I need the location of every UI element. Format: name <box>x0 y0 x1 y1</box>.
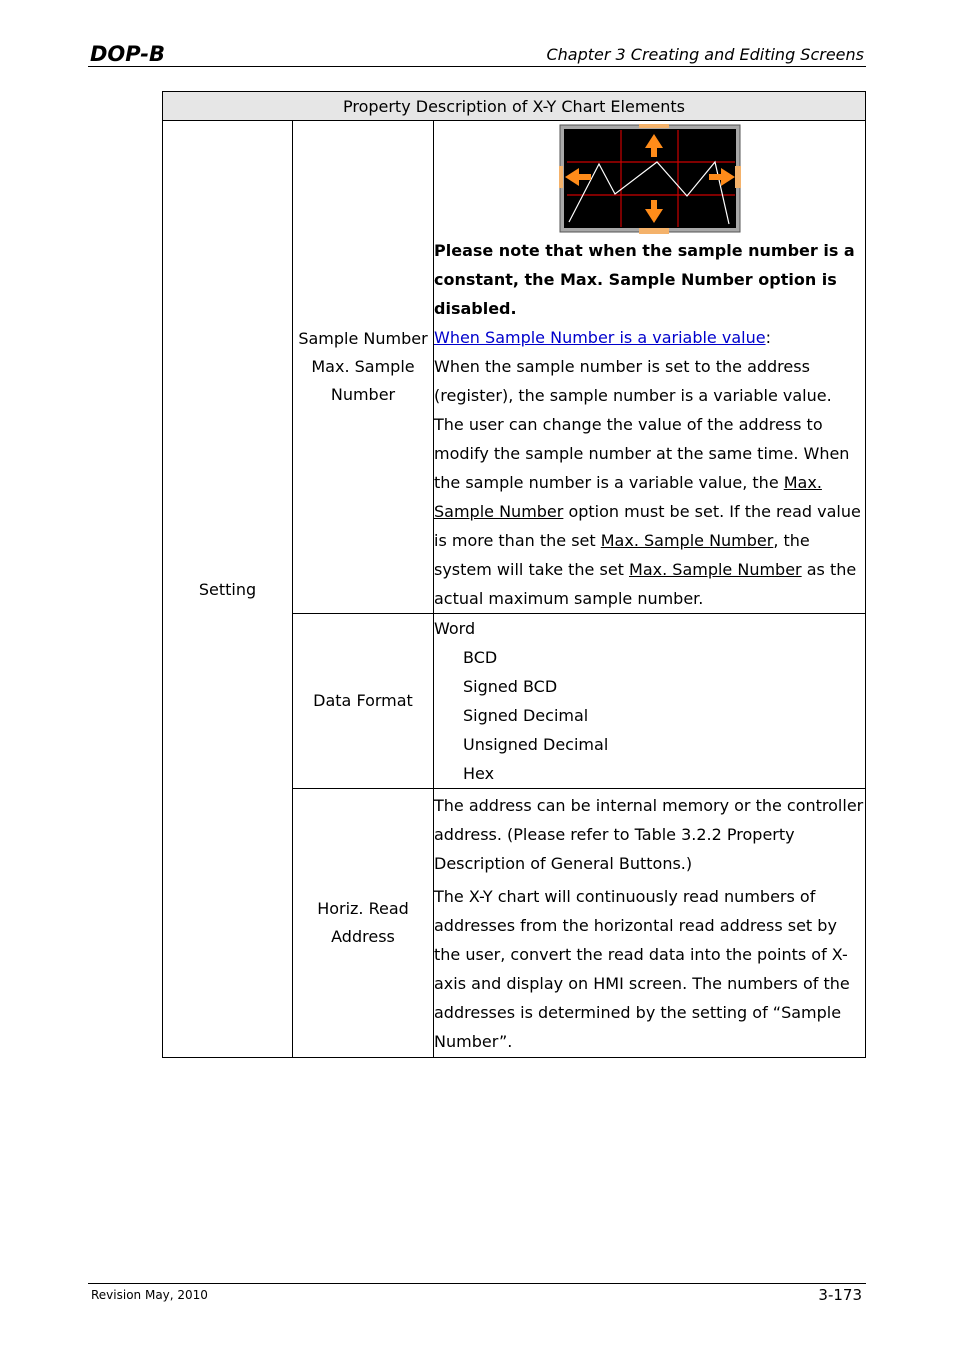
label-line: Number <box>330 385 396 404</box>
desc-text: option must be set. If the read value is more than the set <box>434 502 861 550</box>
label-line: Address <box>331 927 395 946</box>
link-suffix: : <box>765 328 771 347</box>
format-option: Unsigned Decimal <box>463 735 609 754</box>
row-label-sample-number <box>293 121 434 614</box>
format-heading: Word <box>434 619 476 638</box>
desc-text: When the sample number is set to the address (register), the sample number is a variable value. The user can change the value of the address to modify the sample number at the same time. When the sample number is a variable value, the <box>434 357 850 492</box>
property-table <box>162 91 866 1058</box>
desc-text: , the system will take the set <box>434 531 810 579</box>
revision-date: Revision May, 2010 <box>91 1288 208 1302</box>
address-description: The address can be internal memory or the controller address. (Please refer to Table 3.2.2 Property Description of General Buttons.) <box>434 795 864 873</box>
format-option: Signed Decimal <box>463 706 589 725</box>
constant-sample-note: Please note that when the sample number is a constant, the Max. Sample Number option is disabled. <box>434 241 855 318</box>
x-axis-read-description: The X-Y chart will continuously read numbers of addresses from the horizontal read address set by the user, convert the read data into the points of X-axis and display on HMI screen. The numbers of the addresses is determined by the setting of “Sample Number”. <box>434 886 850 1051</box>
row-desc-data-format <box>434 614 866 789</box>
row-label-horiz-read-address <box>293 789 434 1058</box>
row-label-data-format: Data Format <box>293 614 434 789</box>
max-sample-ref: Max. Sample Number <box>434 473 822 521</box>
chapter-title: Chapter 3 Creating and Editing Screens <box>546 45 864 64</box>
row-desc-horiz-read-address <box>434 789 866 1058</box>
page-number: 3-173 <box>818 1286 862 1304</box>
row-desc-sample-number <box>434 121 866 614</box>
label-line: Horiz. Read <box>317 899 409 918</box>
header-divider <box>88 66 866 67</box>
label-line: Max. Sample <box>311 357 415 376</box>
variable-value-link[interactable]: When Sample Number is a variable value <box>434 328 766 347</box>
xy-chart-figure <box>434 121 865 236</box>
desc-text: as the actual maximum sample number. <box>434 560 857 608</box>
format-option: Signed BCD <box>463 677 558 696</box>
max-sample-ref: Max. Sample Number <box>629 560 802 579</box>
label-line: Sample Number <box>298 329 428 348</box>
brand-logo: DOP-B <box>90 42 166 66</box>
table-title: Property Description of X-Y Chart Elements <box>163 92 866 121</box>
max-sample-ref: Max. Sample Number <box>600 531 774 550</box>
variable-value-heading <box>434 323 865 352</box>
format-option: Hex <box>463 764 495 783</box>
xy-chart-resize-illustration-icon <box>559 124 741 234</box>
format-option: BCD <box>463 648 498 667</box>
footer-divider <box>88 1283 866 1284</box>
variable-value-description <box>434 352 865 613</box>
group-label-setting: Setting <box>163 121 293 1058</box>
